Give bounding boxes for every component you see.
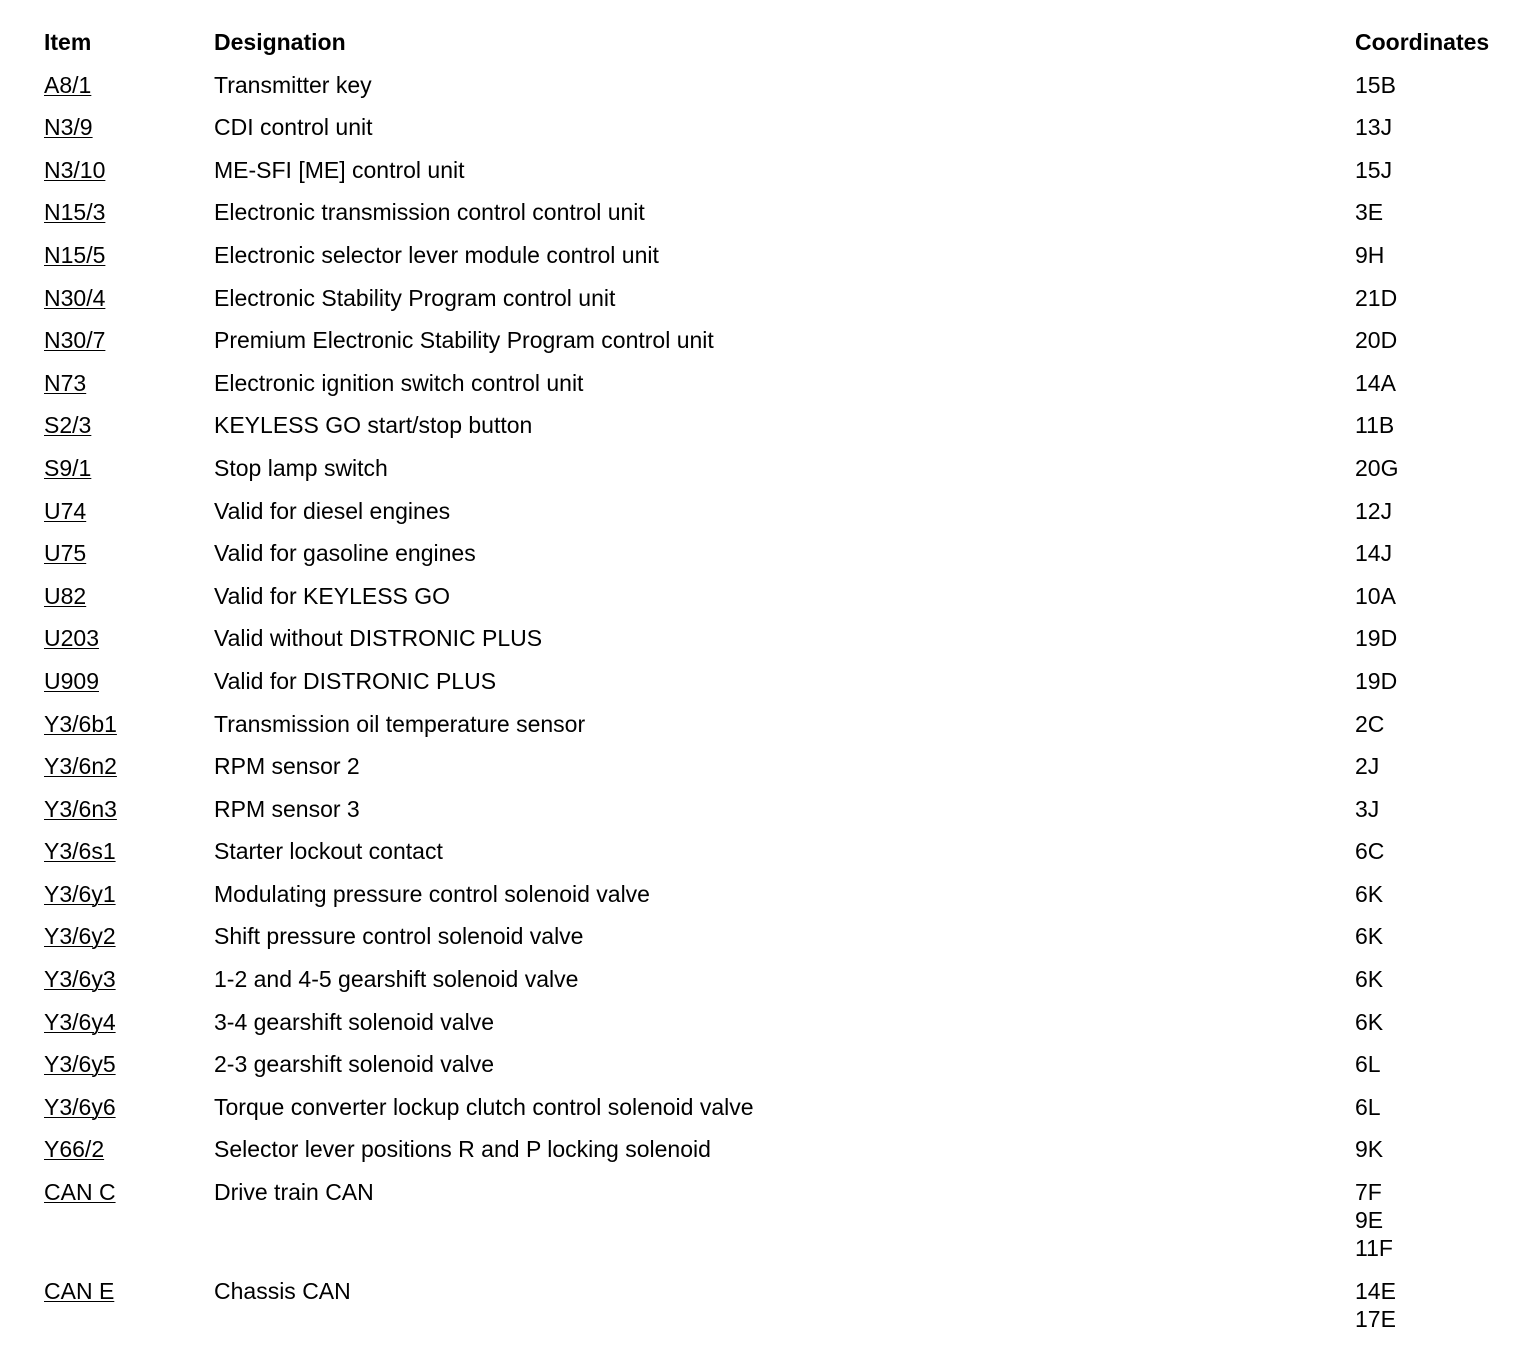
coordinate-value: 6K bbox=[1355, 923, 1384, 950]
coordinate-value: 2C bbox=[1355, 710, 1385, 737]
item-cell bbox=[44, 922, 214, 950]
designation-cell: CDI control unit bbox=[214, 114, 373, 141]
item-link[interactable]: Y3/6n3 bbox=[44, 795, 117, 822]
coordinates-cell bbox=[1355, 1050, 1524, 1078]
table-row bbox=[44, 326, 1524, 354]
coordinate-value: 3E bbox=[1355, 199, 1384, 226]
item-link[interactable]: Y3/6y1 bbox=[44, 880, 116, 907]
item-cell bbox=[44, 454, 214, 482]
coordinate-value: 15J bbox=[1355, 156, 1393, 183]
item-cell bbox=[44, 284, 214, 312]
item-link[interactable]: N15/3 bbox=[44, 199, 106, 226]
coordinate-value: 10A bbox=[1355, 582, 1396, 609]
coordinate-value: 7F bbox=[1355, 1179, 1382, 1206]
item-cell bbox=[44, 710, 214, 738]
table-row bbox=[44, 752, 1524, 780]
item-link[interactable]: Y3/6n2 bbox=[44, 753, 117, 780]
item-link[interactable]: S2/3 bbox=[44, 412, 92, 439]
coordinates-cell bbox=[1355, 284, 1524, 312]
coordinate-value: 6K bbox=[1355, 1008, 1384, 1035]
coordinate-value: 6K bbox=[1355, 966, 1384, 993]
coordinates-cell bbox=[1355, 880, 1524, 908]
item-cell bbox=[44, 497, 214, 525]
designation-cell: Electronic ignition switch control unit bbox=[214, 369, 584, 396]
item-link[interactable]: U74 bbox=[44, 497, 87, 524]
designation-cell: Electronic Stability Program control unit bbox=[214, 284, 616, 311]
designation-cell: Chassis CAN bbox=[214, 1277, 351, 1304]
coordinates-cell bbox=[1355, 113, 1524, 141]
table-row bbox=[44, 1093, 1524, 1121]
item-link[interactable]: N73 bbox=[44, 369, 87, 396]
legend-table bbox=[44, 28, 1524, 1347]
designation-cell: Drive train CAN bbox=[214, 1179, 374, 1206]
coordinates-cell bbox=[1355, 71, 1524, 99]
designation-cell: Electronic transmission control control unit bbox=[214, 199, 645, 226]
item-link[interactable]: U82 bbox=[44, 582, 87, 609]
item-link[interactable]: N30/4 bbox=[44, 284, 106, 311]
table-row bbox=[44, 582, 1524, 610]
item-link[interactable]: Y3/6y3 bbox=[44, 966, 116, 993]
item-cell bbox=[44, 1178, 214, 1206]
coordinates-cell bbox=[1355, 1277, 1524, 1333]
designation-cell: Electronic selector lever module control unit bbox=[214, 241, 659, 268]
table-row bbox=[44, 369, 1524, 397]
coordinate-value: 14E bbox=[1355, 1277, 1396, 1304]
item-cell bbox=[44, 198, 214, 226]
item-cell bbox=[44, 582, 214, 610]
coordinate-value: 20G bbox=[1355, 454, 1399, 481]
designation-cell: Valid for KEYLESS GO bbox=[214, 582, 451, 609]
table-row bbox=[44, 113, 1524, 141]
item-link[interactable]: U75 bbox=[44, 540, 87, 567]
coordinates-cell bbox=[1355, 497, 1524, 525]
coordinates-cell bbox=[1355, 582, 1524, 610]
item-link[interactable]: U203 bbox=[44, 625, 99, 652]
coordinate-value: 12J bbox=[1355, 497, 1393, 524]
header-item: Item bbox=[44, 29, 92, 55]
item-cell bbox=[44, 1135, 214, 1163]
coordinates-cell bbox=[1355, 241, 1524, 269]
coordinate-value: 6C bbox=[1355, 838, 1385, 865]
item-link[interactable]: N3/10 bbox=[44, 156, 106, 183]
header-coordinates: Coordinates bbox=[1355, 29, 1490, 55]
table-row bbox=[44, 880, 1524, 908]
table-row bbox=[44, 198, 1524, 226]
item-link[interactable]: A8/1 bbox=[44, 71, 92, 98]
coordinate-value: 19D bbox=[1355, 667, 1398, 694]
designation-cell: Transmitter key bbox=[214, 71, 372, 98]
coordinate-value: 9E bbox=[1355, 1207, 1384, 1234]
coordinates-cell bbox=[1355, 369, 1524, 397]
coordinate-value: 9K bbox=[1355, 1136, 1384, 1163]
designation-cell: ME-SFI [ME] control unit bbox=[214, 156, 465, 183]
item-cell bbox=[44, 795, 214, 823]
coordinates-cell bbox=[1355, 837, 1524, 865]
header-designation: Designation bbox=[214, 29, 346, 55]
coordinate-value: 21D bbox=[1355, 284, 1398, 311]
coordinates-cell bbox=[1355, 1008, 1524, 1036]
coordinate-value: 20D bbox=[1355, 327, 1398, 354]
item-cell bbox=[44, 411, 214, 439]
coordinate-value: 15B bbox=[1355, 71, 1396, 98]
coordinate-value: 6L bbox=[1355, 1093, 1381, 1120]
table-row bbox=[44, 667, 1524, 695]
coordinates-cell bbox=[1355, 1178, 1524, 1262]
coordinate-value: 6L bbox=[1355, 1051, 1381, 1078]
coordinates-cell bbox=[1355, 156, 1524, 184]
coordinates-cell bbox=[1355, 965, 1524, 993]
item-cell bbox=[44, 1277, 214, 1305]
table-row bbox=[44, 284, 1524, 312]
designation-cell: RPM sensor 2 bbox=[214, 753, 360, 780]
designation-cell: 3-4 gearshift solenoid valve bbox=[214, 1008, 494, 1035]
coordinate-value: 9H bbox=[1355, 241, 1385, 268]
item-link[interactable]: N15/5 bbox=[44, 241, 106, 268]
coordinates-cell bbox=[1355, 198, 1524, 226]
designation-cell: RPM sensor 3 bbox=[214, 795, 360, 822]
designation-cell: Valid for DISTRONIC PLUS bbox=[214, 667, 497, 694]
table-row bbox=[44, 241, 1524, 269]
table-row bbox=[44, 1178, 1524, 1262]
coordinates-cell bbox=[1355, 667, 1524, 695]
coordinates-cell bbox=[1355, 411, 1524, 439]
item-link[interactable]: Y3/6y5 bbox=[44, 1051, 116, 1078]
coordinate-value: 2J bbox=[1355, 753, 1380, 780]
item-cell bbox=[44, 1093, 214, 1121]
coordinates-cell bbox=[1355, 795, 1524, 823]
item-cell bbox=[44, 880, 214, 908]
item-link[interactable]: Y3/6s1 bbox=[44, 838, 116, 865]
item-link[interactable]: N30/7 bbox=[44, 327, 106, 354]
table-body bbox=[44, 71, 1524, 1333]
coordinates-cell bbox=[1355, 326, 1524, 354]
coordinates-cell bbox=[1355, 1093, 1524, 1121]
table-row bbox=[44, 1008, 1524, 1036]
table-row bbox=[44, 1277, 1524, 1333]
coordinate-value: 11B bbox=[1355, 412, 1395, 439]
coordinate-value: 14A bbox=[1355, 369, 1396, 396]
item-link[interactable]: U909 bbox=[44, 667, 99, 694]
designation-cell: Torque converter lockup clutch control solenoid valve bbox=[214, 1093, 754, 1120]
table-row bbox=[44, 922, 1524, 950]
coordinate-value: 11F bbox=[1355, 1235, 1393, 1262]
table-row bbox=[44, 156, 1524, 184]
table-row bbox=[44, 71, 1524, 99]
designation-cell: Valid without DISTRONIC PLUS bbox=[214, 625, 543, 652]
item-cell bbox=[44, 965, 214, 993]
coordinates-cell bbox=[1355, 1135, 1524, 1163]
designation-cell: Shift pressure control solenoid valve bbox=[214, 923, 584, 950]
item-link[interactable]: Y3/6y6 bbox=[44, 1093, 116, 1120]
coordinate-value: 17E bbox=[1355, 1305, 1396, 1332]
item-cell bbox=[44, 71, 214, 99]
coordinate-value: 6K bbox=[1355, 880, 1384, 907]
table-row bbox=[44, 1135, 1524, 1163]
designation-cell: Selector lever positions R and P locking solenoid bbox=[214, 1136, 711, 1163]
designation-cell: 1-2 and 4-5 gearshift solenoid valve bbox=[214, 966, 579, 993]
designation-cell: KEYLESS GO start/stop button bbox=[214, 412, 533, 439]
item-link[interactable]: Y3/6y4 bbox=[44, 1008, 116, 1035]
item-cell bbox=[44, 667, 214, 695]
item-cell bbox=[44, 369, 214, 397]
table-row bbox=[44, 710, 1524, 738]
designation-cell: Modulating pressure control solenoid valve bbox=[214, 880, 650, 907]
item-cell bbox=[44, 113, 214, 141]
item-cell bbox=[44, 1008, 214, 1036]
item-cell bbox=[44, 326, 214, 354]
coordinates-cell bbox=[1355, 624, 1524, 652]
designation-cell: Premium Electronic Stability Program control unit bbox=[214, 327, 714, 354]
item-link[interactable]: CAN C bbox=[44, 1179, 116, 1206]
designation-cell: Stop lamp switch bbox=[214, 454, 388, 481]
coordinate-value: 19D bbox=[1355, 625, 1398, 652]
item-cell bbox=[44, 752, 214, 780]
designation-cell: Starter lockout contact bbox=[214, 838, 443, 865]
item-link[interactable]: Y3/6y2 bbox=[44, 923, 116, 950]
item-link[interactable]: CAN E bbox=[44, 1277, 115, 1304]
item-link[interactable]: Y3/6b1 bbox=[44, 710, 117, 737]
table-row bbox=[44, 837, 1524, 865]
coordinates-cell bbox=[1355, 752, 1524, 780]
table-row bbox=[44, 411, 1524, 439]
item-cell bbox=[44, 837, 214, 865]
table-row bbox=[44, 539, 1524, 567]
item-cell bbox=[44, 241, 214, 269]
table-row bbox=[44, 965, 1524, 993]
item-cell bbox=[44, 624, 214, 652]
item-cell bbox=[44, 156, 214, 184]
table-row bbox=[44, 497, 1524, 525]
designation-cell: Valid for diesel engines bbox=[214, 497, 451, 524]
designation-cell: Valid for gasoline engines bbox=[214, 540, 476, 567]
item-link[interactable]: N3/9 bbox=[44, 114, 93, 141]
coordinates-cell bbox=[1355, 539, 1524, 567]
coordinates-cell bbox=[1355, 454, 1524, 482]
table-row bbox=[44, 454, 1524, 482]
coordinates-cell bbox=[1355, 710, 1524, 738]
item-cell bbox=[44, 539, 214, 567]
coordinate-value: 14J bbox=[1355, 540, 1393, 567]
table-row bbox=[44, 1050, 1524, 1078]
table-row bbox=[44, 624, 1524, 652]
item-link[interactable]: S9/1 bbox=[44, 454, 92, 481]
designation-cell: Transmission oil temperature sensor bbox=[214, 710, 586, 737]
coordinate-value: 3J bbox=[1355, 795, 1380, 822]
table-row bbox=[44, 795, 1524, 823]
coordinate-value: 13J bbox=[1355, 114, 1393, 141]
coordinates-cell bbox=[1355, 922, 1524, 950]
item-link[interactable]: Y66/2 bbox=[44, 1136, 105, 1163]
table-header bbox=[44, 28, 1524, 56]
designation-cell: 2-3 gearshift solenoid valve bbox=[214, 1051, 494, 1078]
item-cell bbox=[44, 1050, 214, 1078]
